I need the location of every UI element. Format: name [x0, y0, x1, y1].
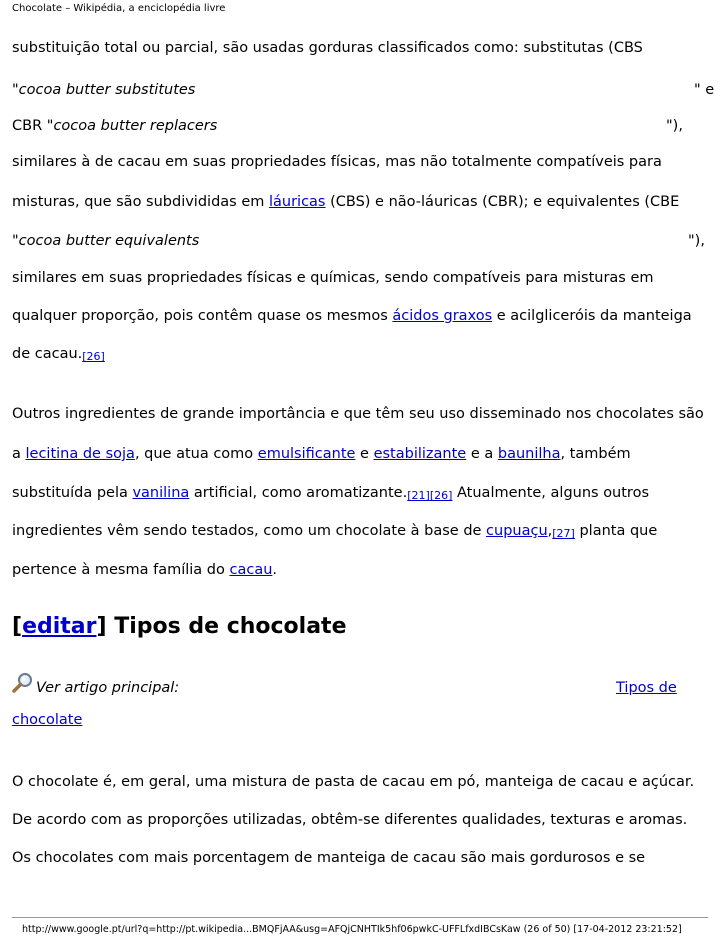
para2-line3 — [12, 483, 649, 504]
page-header-title: Chocolate – Wikipédia, a enciclopédia livre — [12, 3, 226, 14]
text-span: pertence à mesma família do — [12, 562, 230, 578]
text-span: de cacau. — [12, 346, 83, 362]
footer-url: http://www.google.pt/url?q=http://pt.wikipedia...BMQFjAA&usg=AFQjCNHTIk5hf06pwkC-UFFLfxdIBCsKaw (26 of 50) [17-04-2012 23:21:52] — [22, 924, 682, 935]
para1-line2-end: " e — [694, 82, 715, 98]
para1-line3-end: "), — [666, 118, 683, 134]
ref-26[interactable]: [26] — [82, 350, 105, 363]
quote-mark: " — [12, 82, 19, 98]
para1-line4: similares à de cacau em suas propriedades físicas, mas não totalmente compatíveis para — [12, 154, 662, 170]
para1-line1: substituição total ou parcial, são usadas gorduras classificados como: substitutas (CBS — [12, 40, 643, 56]
para1-line5 — [12, 192, 679, 212]
main-article-label-text: Ver artigo principal: — [36, 680, 180, 696]
section-title: Tipos de chocolate — [106, 614, 347, 639]
link-lecitina-de-soja[interactable]: lecitina de soja — [25, 446, 135, 462]
text-span: e a — [466, 446, 498, 462]
text-span: , que atua como — [134, 446, 258, 462]
main-article-link-part2[interactable]: chocolate — [12, 712, 83, 728]
text-span: ingredientes vêm sendo testados, como um chocolate à base de — [12, 523, 487, 539]
text-span: misturas, que são subdivididas em — [12, 194, 269, 210]
magnifier-icon — [12, 672, 34, 694]
link-cacau[interactable]: cacau — [229, 562, 273, 578]
bracket-close: ] — [96, 614, 107, 639]
para2-line2 — [12, 444, 631, 464]
para2-line4 — [12, 521, 657, 542]
text-span: . — [272, 562, 277, 578]
text-span: qualquer proporção, pois contêm quase os mesmos — [12, 308, 393, 324]
para3-line1: O chocolate é, em geral, uma mistura de pasta de cacau em pó, manteiga de cacau e açúcar. — [12, 774, 695, 790]
ref-26[interactable]: [26] — [429, 489, 453, 502]
text-span: (CBS) e não-láuricas (CBR); e equivalentes (CBE — [325, 194, 680, 210]
text-span: , também — [560, 446, 631, 462]
section-heading-tipos-de-chocolate — [12, 612, 347, 642]
term-cbr: cocoa butter replacers — [53, 118, 218, 134]
text-span: e acilgliceróis da manteiga — [492, 308, 692, 324]
text-span: , — [547, 523, 553, 539]
quote-mark: " — [12, 233, 19, 249]
para3-line3: Os chocolates com mais porcentagem de manteiga de cacau são mais gordurosos e se — [12, 850, 646, 866]
edit-section-link[interactable]: editar — [22, 614, 97, 639]
term-cbs: cocoa butter substitutes — [18, 82, 196, 98]
para2-line1: Outros ingredientes de grande importância e que têm seu uso disseminado nos chocolates são — [12, 406, 704, 422]
ref-27[interactable]: [27] — [552, 527, 575, 540]
main-article-link-part2-wrap — [12, 710, 82, 730]
text-span: planta que — [574, 523, 658, 539]
text-span: substituída pela — [12, 485, 133, 501]
para1-line8 — [12, 306, 692, 326]
link-cupuacu[interactable]: cupuaçu — [486, 523, 548, 539]
para1-line7: similares em suas propriedades físicas e químicas, sendo compatíveis para misturas em — [12, 270, 654, 286]
link-baunilha[interactable]: baunilha — [497, 446, 561, 462]
text-span: Atualmente, alguns outros — [452, 485, 650, 501]
para2-line5 — [12, 560, 277, 580]
para1-line9 — [12, 344, 105, 365]
para3-line2: De acordo com as proporções utilizadas, obtêm-se diferentes qualidades, texturas e aromas. — [12, 812, 688, 828]
para1-line6-end: "), — [688, 233, 705, 249]
main-article-label — [36, 678, 179, 698]
term-cbe: cocoa butter equivalents — [18, 233, 200, 249]
para1-line6 — [12, 231, 199, 251]
link-emulsificante[interactable]: emulsificante — [257, 446, 356, 462]
text-span: e — [355, 446, 374, 462]
ref-21[interactable]: [21] — [407, 489, 430, 502]
link-lauricas[interactable]: láuricas — [268, 194, 326, 210]
cbr-label: CBR " — [12, 118, 54, 134]
text-span: a — [12, 446, 26, 462]
text-span: artificial, como aromatizante. — [189, 485, 408, 501]
para1-line3 — [12, 116, 217, 136]
main-article-link-part1[interactable]: Tipos de — [616, 680, 677, 696]
main-article-link-part1-wrap — [616, 678, 677, 698]
link-estabilizante[interactable]: estabilizante — [373, 446, 467, 462]
para1-line2 — [12, 80, 195, 100]
link-acidos-graxos[interactable]: ácidos graxos — [392, 308, 493, 324]
bracket-open: [ — [12, 614, 23, 639]
link-vanilina[interactable]: vanilina — [132, 485, 190, 501]
